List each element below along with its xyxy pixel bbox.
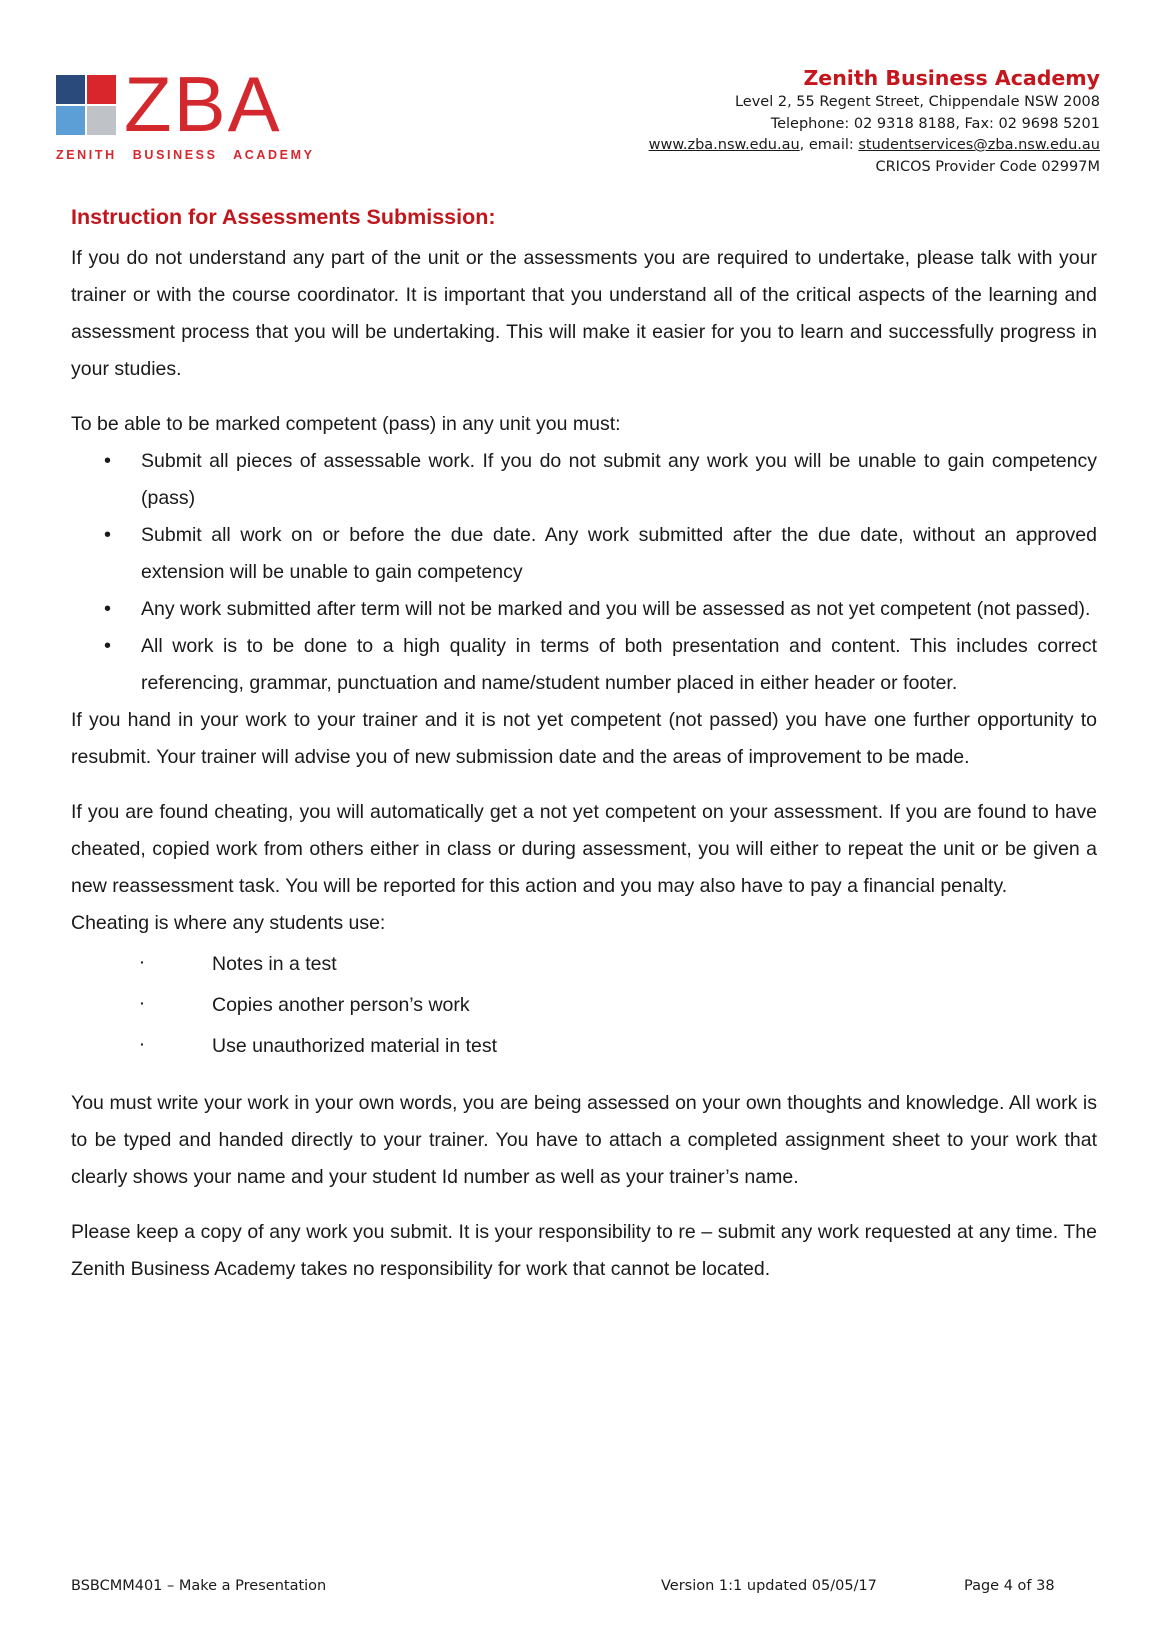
competent-lead: To be able to be marked competent (pass) in any unit you must: [71, 413, 621, 435]
list-item: · Notes in a test [71, 944, 1097, 985]
list-item: • Submit all work on or before the due date. Any work submitted after the due date, without an approved extension will be unable to gain competency [71, 517, 1097, 591]
keep-copy-paragraph: Please keep a copy of any work you submit. It is your responsibility to re – submit any work requested at any time. The Zenith Business Academy takes no responsibility for work that cannot be located. [71, 1221, 1097, 1280]
logo-square-blue [56, 106, 85, 135]
logo-letters: ZBA [124, 60, 282, 148]
bullet-icon: • [104, 635, 112, 657]
page-heading: Instruction for Assessments Submission: [71, 205, 496, 229]
bullet-icon: • [104, 524, 112, 546]
resubmit-paragraph: If you hand in your work to your trainer and it is not yet competent (not passed) you have one further opportunity to resubmit. Your trainer will advise you of new submission date and the areas of improvement to be made. [71, 709, 1097, 768]
list-item: • All work is to be done to a high quality in terms of both presentation and content. This includes correct referencing, grammar, punctuation and name/student number placed in either header or footer. [71, 628, 1097, 702]
logo-tagline: ZENITH BUSINESS ACADEMY [56, 148, 315, 162]
website-link[interactable]: www.zba.nsw.edu.au [648, 137, 800, 153]
requirements-list [71, 443, 1097, 702]
footer-version: Version 1:1 updated 05/05/17 [661, 1578, 877, 1594]
list-item: · Copies another person’s work [71, 985, 1097, 1026]
own-words-paragraph: You must write your work in your own words, you are being assessed on your own thoughts and knowledge. All work is to be typed and handed directly to your trainer. You have to attach a completed assignment sheet to your work that clearly shows your name and your student Id number as well as your trainer’s name. [71, 1092, 1097, 1188]
bullet-icon: · [140, 954, 145, 970]
logo-square-red [87, 75, 116, 104]
footer-unit: BSBCMM401 – Make a Presentation [71, 1578, 327, 1594]
bullet-icon: • [104, 598, 112, 620]
cheating-lead: Cheating is where any students use: [71, 912, 386, 934]
zba-logo [54, 60, 315, 167]
list-item: • Submit all pieces of assessable work. If you do not submit any work you will be unable to gain competency (pass) [71, 443, 1097, 517]
logo-square-grey [87, 106, 116, 135]
academy-phone: Telephone: 02 9318 8188, Fax: 02 9698 5201 [770, 115, 1100, 132]
list-item: · Use unauthorized material in test [71, 1026, 1097, 1067]
list-item: • Any work submitted after term will not be marked and you will be assessed as not yet competent (not passed). [71, 591, 1097, 628]
academy-contact-line [649, 135, 1100, 157]
letterhead [649, 64, 1100, 178]
academy-name: Zenith Business Academy [803, 66, 1100, 90]
logo-square-navy [56, 75, 85, 104]
intro-paragraph: If you do not understand any part of the unit or the assessments you are required to undertake, please talk with your trainer or with the course coordinator. It is important that you understand all of the critical aspects of the learning and assessment process that you will be undertaking. This will make it easier for you to learn and successfully progress in your studies. [71, 247, 1097, 380]
cheating-list [71, 944, 1097, 1067]
academy-address: Level 2, 55 Regent Street, Chippendale NSW 2008 [734, 94, 1100, 110]
bullet-icon: · [140, 995, 145, 1011]
email-link[interactable]: studentservices@zba.nsw.edu.au [858, 137, 1100, 153]
document-body [71, 202, 1097, 1288]
bullet-icon: · [140, 1036, 145, 1052]
cricos-code: CRICOS Provider Code 02997M [875, 158, 1100, 175]
bullet-icon: • [104, 450, 112, 472]
email-prefix: , email: [799, 137, 859, 153]
cheating-paragraph: If you are found cheating, you will automatically get a not yet competent on your assessment. If you are found to have cheated, copied work from others either in class or during assessment, you will either to repeat the unit or be given a new reassessment task. You will be reported for this action and you may also have to pay a financial penalty. [71, 801, 1097, 897]
footer-page-number: Page 4 of 38 [964, 1578, 1055, 1594]
